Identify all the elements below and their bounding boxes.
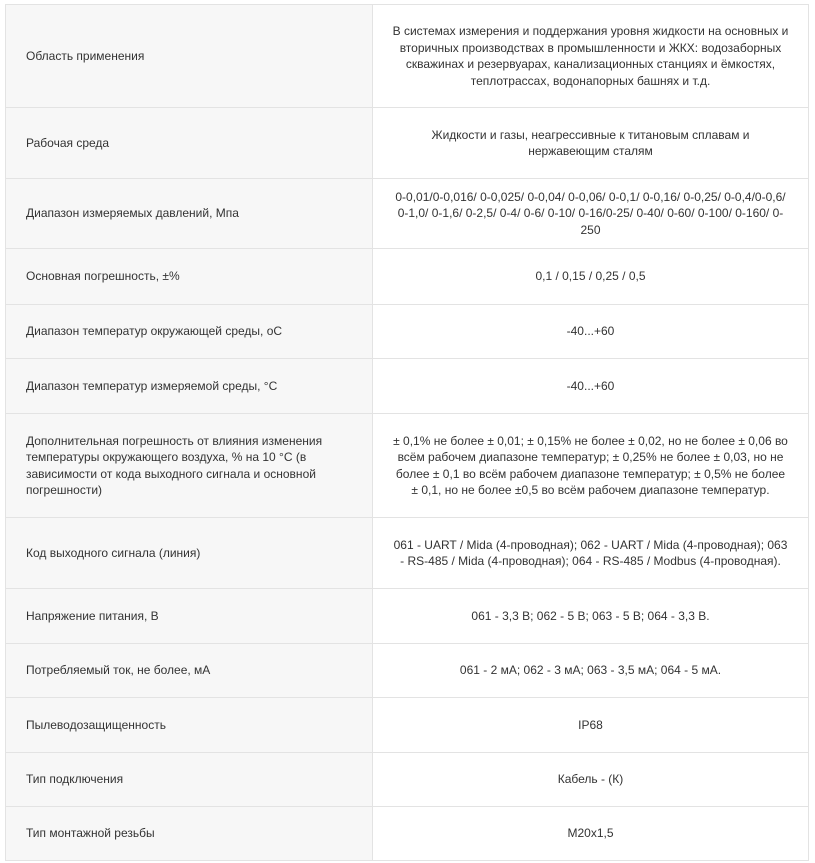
param-cell <box>6 359 373 414</box>
param-cell <box>6 807 373 861</box>
param-cell <box>6 414 373 518</box>
param-cell <box>6 589 373 644</box>
value-cell <box>373 589 809 644</box>
table-row-additional-error <box>6 414 809 518</box>
param-label: Рабочая среда <box>26 135 110 150</box>
spec-table-body <box>6 5 809 861</box>
param-cell <box>6 5 373 108</box>
param-label: Область применения <box>26 48 145 63</box>
param-cell <box>6 108 373 179</box>
table-row-pressure-range <box>6 179 809 249</box>
table-row-application-area <box>6 5 809 108</box>
value-cell <box>373 698 809 753</box>
value-cell <box>373 753 809 807</box>
param-cell <box>6 698 373 753</box>
value-cell <box>373 108 809 179</box>
param-value: 061 - 3,3 В; 062 - 5 В; 063 - 5 В; 064 - 3,3 В. <box>471 608 710 623</box>
table-row-current-consumption <box>6 644 809 698</box>
param-cell <box>6 753 373 807</box>
param-label: Тип монтажной резьбы <box>26 826 155 841</box>
param-label: Напряжение питания, В <box>26 608 159 623</box>
param-label: Основная погрешность, ±% <box>26 269 180 284</box>
param-label: Диапазон измеряемых давлений, Мпа <box>26 206 239 221</box>
param-value: Кабель - (К) <box>557 772 624 787</box>
param-cell <box>6 249 373 305</box>
value-cell <box>373 179 809 249</box>
param-label: Код выходного сигнала (линия) <box>26 545 201 560</box>
value-cell <box>373 5 809 108</box>
table-row-output-signal-code <box>6 518 809 589</box>
param-label: Диапазон температур окружающей среды, оС <box>26 324 283 339</box>
value-cell <box>373 359 809 414</box>
value-cell <box>373 249 809 305</box>
value-cell <box>373 644 809 698</box>
table-row-connection-type <box>6 753 809 807</box>
param-label: Дополнительная погрешность от влияния изменения температуры окружающего воздуха, % на 10 °С (в зависимости от кода выходного сигнала и основной погрешности) <box>26 433 323 497</box>
param-value: 061 - 2 мА; 062 - 3 мА; 063 - 3,5 мА; 064 - 5 мА. <box>459 663 722 678</box>
table-row-working-medium <box>6 108 809 179</box>
value-cell <box>373 305 809 359</box>
param-value: 061 - UART / Mida (4-проводная); 062 - UART / Mida (4-проводная); 063 - RS-485 / Mida (4-проводная); 064 - RS-485 / Modbus (4-проводная). <box>393 537 788 568</box>
spec-table <box>5 4 809 861</box>
param-label: Пылеводозащищенность <box>26 717 166 732</box>
param-value: ± 0,1% не более ± 0,01; ± 0,15% не более ± 0,02, но не более ± 0,06 во всём рабочем диапазоне температур; ± 0,25% не более ± 0,03, но не более ± 0,1 во всём рабочем диапазоне температур; ± 0,5% не более ± 0,1, но не более ±0,5 во всём рабочем диапазоне температур. <box>393 433 788 497</box>
param-value: -40...+60 <box>566 378 615 393</box>
param-label: Потребляемый ток, не более, мА <box>26 663 211 678</box>
param-value: M20х1,5 <box>567 826 614 841</box>
table-row-ingress-protection <box>6 698 809 753</box>
param-cell <box>6 179 373 249</box>
table-row-mounting-thread <box>6 807 809 861</box>
param-label: Диапазон температур измеряемой среды, °С <box>26 378 278 393</box>
param-value: -40...+60 <box>566 324 615 339</box>
value-cell <box>373 518 809 589</box>
table-row-supply-voltage <box>6 589 809 644</box>
value-cell <box>373 807 809 861</box>
param-cell <box>6 518 373 589</box>
param-cell <box>6 644 373 698</box>
table-row-base-error <box>6 249 809 305</box>
table-row-medium-temperature <box>6 359 809 414</box>
value-cell <box>373 414 809 518</box>
param-value: В системах измерения и поддержания уровня жидкости на основных и вторичных производствах в промышленности и ЖКХ: водозаборных скважинах и резервуарах, канализационных станциях и ёмкостях, теплотрассах, водонапорных башнях и т.д. <box>392 24 789 88</box>
param-value: Жидкости и газы, неагрессивные к титановым сплавам и нержавеющим сталям <box>431 127 750 158</box>
table-row-ambient-temperature <box>6 305 809 359</box>
param-value: 0,1 / 0,15 / 0,25 / 0,5 <box>535 269 646 284</box>
param-value: 0-0,01/0-0,016/ 0-0,025/ 0-0,04/ 0-0,06/ 0-0,1/ 0-0,16/ 0-0,25/ 0-0,4/0-0,6/ 0-1,0/ 0-1,6/ 0-2,5/ 0-4/ 0-6/ 0-10/ 0-16/0-25/ 0-40/ 0-60/ 0-100/ 0-160/ 0-250 <box>395 189 786 237</box>
param-cell <box>6 305 373 359</box>
param-label: Тип подключения <box>26 772 124 787</box>
param-value: IP68 <box>578 717 603 732</box>
